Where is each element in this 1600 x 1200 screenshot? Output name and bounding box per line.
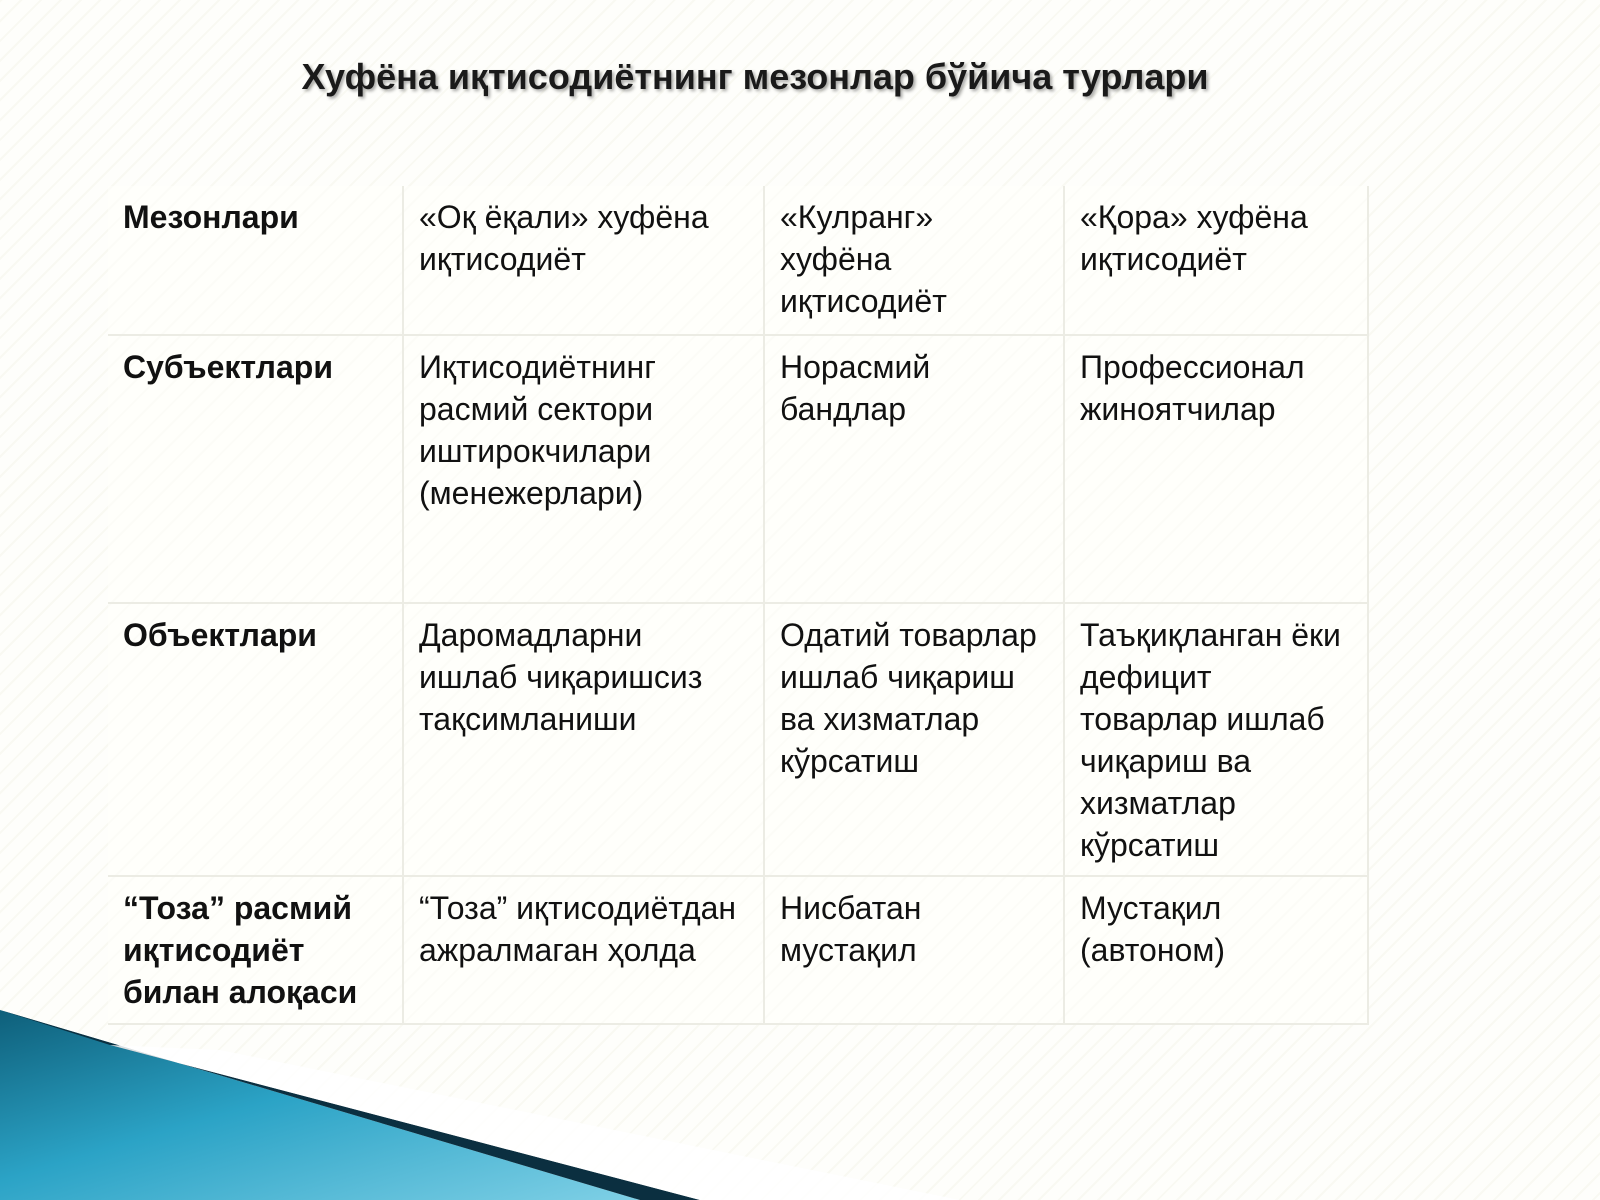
table-header-row [108,186,1368,335]
black-cell: Профессионал жиноятчилар [1064,335,1368,603]
header-cell-gray: «Кулранг» хуфёна иқтисодиёт [764,186,1064,335]
header-cell-black: «Қора» хуфёна иқтисодиёт [1064,186,1368,335]
row-criterion-cell: Объектлари [108,603,403,876]
row-criterion-cell: “Тоза” расмий иқтисодиёт билан алоқаси [108,876,403,1024]
table-row [108,876,1368,1024]
gray-cell: Одатий товарлар ишлаб чиқариш ва хизматлар кўрсатиш [764,603,1064,876]
criteria-table-container [108,186,1368,1025]
gray-cell: Норасмий бандлар [764,335,1064,603]
black-cell: Таъқиқланган ёки дефицит товарлар ишлаб чиқариш ва хизматлар кўрсатиш [1064,603,1368,876]
slide-title: Хуфёна иқтисодиётнинг мезонлар бўйича турлари [301,56,1209,97]
teal-wave-shape [0,1010,640,1200]
header-cell-criteria: Мезонлари [108,186,403,335]
light-band-shape [110,1045,960,1200]
gray-cell: Нисбатан мустақил [764,876,1064,1024]
table-row [108,603,1368,876]
criteria-table [108,186,1369,1025]
white-collar-cell: Даромадларни ишлаб чиқаришсиз тақсимланиши [403,603,764,876]
header-cell-white-collar: «Оқ ёқали» хуфёна иқтисодиёт [403,186,764,335]
white-collar-cell: Иқтисодиётнинг расмий сектори иштирокчилари (менежерлари) [403,335,764,603]
black-cell: Мустақил (автоном) [1064,876,1368,1024]
dark-stripe-shape [0,1010,700,1200]
white-collar-cell: “Тоза” иқтисодиётдан ажралмаган ҳолда [403,876,764,1024]
row-criterion-cell: Субъектлари [108,335,403,603]
table-row [108,335,1368,603]
